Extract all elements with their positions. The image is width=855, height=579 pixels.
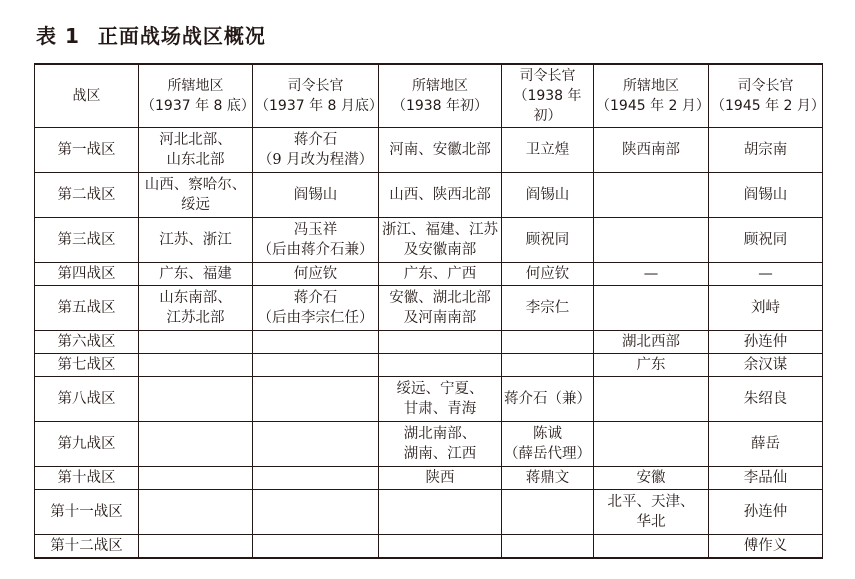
zone-name-cell: 第八战区 xyxy=(35,377,139,422)
table-cell xyxy=(139,490,253,535)
table-title xyxy=(36,20,266,49)
table-cell: 蒋鼎文 xyxy=(502,467,594,490)
table-cell xyxy=(379,331,502,354)
table-cell: 绥远、宁夏、 甘肃、青海 xyxy=(379,377,502,422)
table-cell: — xyxy=(594,263,709,286)
table-cell: 安徽 xyxy=(594,467,709,490)
theater-table xyxy=(34,63,823,559)
table-cell: 冯玉祥 （后由蒋介石兼） xyxy=(253,218,379,263)
table-cell: 广东、广西 xyxy=(379,263,502,286)
table-cell: 河北北部、 山东北部 xyxy=(139,128,253,173)
table-cell xyxy=(253,354,379,377)
table-row xyxy=(35,467,823,490)
table-cell: 湖北南部、 湖南、江西 xyxy=(379,422,502,467)
table-cell xyxy=(379,490,502,535)
table-row xyxy=(35,218,823,263)
table-cell xyxy=(253,422,379,467)
table-cell: 河南、安徽北部 xyxy=(379,128,502,173)
zone-name-cell: 第二战区 xyxy=(35,173,139,218)
table-cell: 胡宗南 xyxy=(709,128,823,173)
zone-name-cell: 第一战区 xyxy=(35,128,139,173)
table-cell: 李宗仁 xyxy=(502,286,594,331)
table-row xyxy=(35,128,823,173)
table-row xyxy=(35,263,823,286)
table-cell xyxy=(502,490,594,535)
zone-name-cell: 第十战区 xyxy=(35,467,139,490)
table-cell: 蒋介石 （后由李宗仁任） xyxy=(253,286,379,331)
table-cell xyxy=(379,354,502,377)
table-cell xyxy=(379,535,502,559)
table-row xyxy=(35,173,823,218)
table-cell xyxy=(139,354,253,377)
table-title-text: 正面战场战区概况 xyxy=(97,24,266,48)
table-cell: 薛岳 xyxy=(709,422,823,467)
table-cell: 广东、福建 xyxy=(139,263,253,286)
header-area-1945: 所辖地区 （1945 年 2 月） xyxy=(594,64,709,128)
table-cell: 蒋介石 （9 月改为程潜） xyxy=(253,128,379,173)
table-cell: 阎锡山 xyxy=(253,173,379,218)
table-cell xyxy=(139,467,253,490)
zone-name-cell: 第七战区 xyxy=(35,354,139,377)
table-cell xyxy=(253,490,379,535)
header-row xyxy=(35,64,823,128)
table-cell xyxy=(594,422,709,467)
table-row xyxy=(35,354,823,377)
table-cell xyxy=(594,286,709,331)
header-area-1937: 所辖地区 （1937 年 8 底） xyxy=(139,64,253,128)
table-cell xyxy=(594,377,709,422)
table-cell: 北平、天津、 华北 xyxy=(594,490,709,535)
table-cell xyxy=(139,377,253,422)
header-commander-1937: 司令长官 （1937 年 8 月底） xyxy=(253,64,379,128)
table-cell xyxy=(139,422,253,467)
table-cell: 余汉谋 xyxy=(709,354,823,377)
table-row xyxy=(35,286,823,331)
table-cell xyxy=(139,331,253,354)
zone-name-cell: 第三战区 xyxy=(35,218,139,263)
zone-name-cell: 第四战区 xyxy=(35,263,139,286)
header-commander-1938: 司令长官 （1938 年初） xyxy=(502,64,594,128)
header-commander-1945: 司令长官 （1945 年 2 月） xyxy=(709,64,823,128)
table-cell: 阎锡山 xyxy=(502,173,594,218)
table-cell xyxy=(139,535,253,559)
table-cell: 山东南部、 江苏北部 xyxy=(139,286,253,331)
zone-name-cell: 第九战区 xyxy=(35,422,139,467)
table-cell: 阎锡山 xyxy=(709,173,823,218)
table-row xyxy=(35,377,823,422)
table-cell xyxy=(502,331,594,354)
table-cell: 朱绍良 xyxy=(709,377,823,422)
table-cell: 湖北西部 xyxy=(594,331,709,354)
table-cell xyxy=(594,173,709,218)
table-cell xyxy=(253,535,379,559)
table-cell: 陕西南部 xyxy=(594,128,709,173)
table-cell: 何应钦 xyxy=(502,263,594,286)
header-zone: 战区 xyxy=(35,64,139,128)
table-cell: 孙连仲 xyxy=(709,331,823,354)
table-number: 表 1 xyxy=(36,24,80,48)
table-cell: 安徽、湖北北部 及河南南部 xyxy=(379,286,502,331)
table-body xyxy=(35,128,823,559)
table-cell: 卫立煌 xyxy=(502,128,594,173)
header-area-1938: 所辖地区 （1938 年初） xyxy=(379,64,502,128)
table-cell: 蒋介石（兼） xyxy=(502,377,594,422)
table-cell xyxy=(502,535,594,559)
table-cell xyxy=(594,535,709,559)
table-row xyxy=(35,422,823,467)
table-cell: 山西、陕西北部 xyxy=(379,173,502,218)
zone-name-cell: 第五战区 xyxy=(35,286,139,331)
table-cell xyxy=(502,354,594,377)
table-cell: 陕西 xyxy=(379,467,502,490)
table-cell xyxy=(253,331,379,354)
table-cell: 何应钦 xyxy=(253,263,379,286)
zone-name-cell: 第十一战区 xyxy=(35,490,139,535)
table-cell: — xyxy=(709,263,823,286)
table-cell: 傅作义 xyxy=(709,535,823,559)
table-cell xyxy=(253,377,379,422)
table-cell: 孙连仲 xyxy=(709,490,823,535)
table-cell: 刘峙 xyxy=(709,286,823,331)
zone-name-cell: 第十二战区 xyxy=(35,535,139,559)
zone-name-cell: 第六战区 xyxy=(35,331,139,354)
table-cell: 顾祝同 xyxy=(502,218,594,263)
table-row xyxy=(35,490,823,535)
table-cell: 李品仙 xyxy=(709,467,823,490)
table-cell: 浙江、福建、江苏 及安徽南部 xyxy=(379,218,502,263)
table-row xyxy=(35,535,823,559)
table-cell: 山西、察哈尔、 绥远 xyxy=(139,173,253,218)
table-cell: 广东 xyxy=(594,354,709,377)
table-cell xyxy=(594,218,709,263)
table-cell xyxy=(253,467,379,490)
table-row xyxy=(35,331,823,354)
table-cell: 陈诚 （薛岳代理） xyxy=(502,422,594,467)
table-cell: 顾祝同 xyxy=(709,218,823,263)
table-cell: 江苏、浙江 xyxy=(139,218,253,263)
